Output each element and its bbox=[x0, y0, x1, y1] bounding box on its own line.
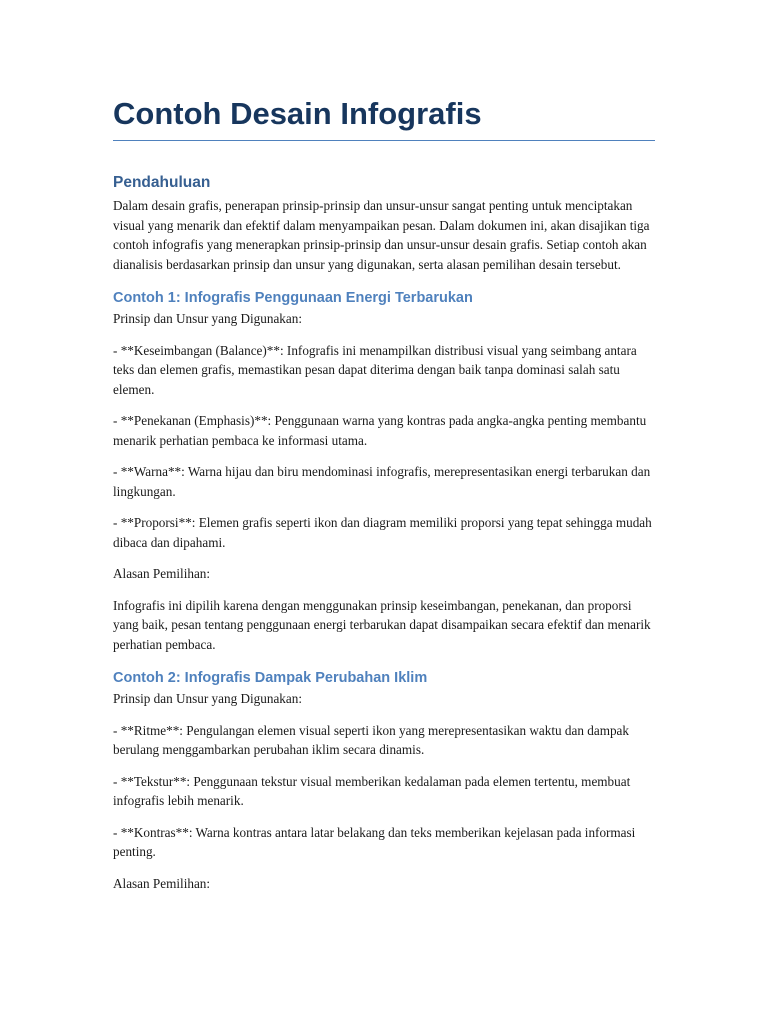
example1-item: - **Keseimbangan (Balance)**: Infografis ini menampilkan distribusi visual yang seimbang antara teks dan elemen grafis, memastikan pesan dapat diterima dengan baik tanpa dominasi salah satu elemen. bbox=[113, 342, 637, 397]
example2-heading: Contoh 2: Infografis Dampak Perubahan Iklim bbox=[113, 670, 428, 686]
example1-heading: Contoh 1: Infografis Penggunaan Energi Terbarukan bbox=[113, 290, 473, 306]
example2-item: - **Kontras**: Warna kontras antara latar belakang dan teks memberikan kejelasan pada informasi penting. bbox=[113, 824, 636, 859]
example1-reason: Infografis ini dipilih karena dengan menggunakan prinsip keseimbangan, penekanan, dan proporsi yang baik, pesan tentang penggunaan energi terbarukan dapat disampaikan secara efektif dan menarik perhatian pembaca. bbox=[113, 597, 651, 652]
example1-subheading: Prinsip dan Unsur yang Digunakan: bbox=[113, 311, 302, 326]
example2-reason-label: Alasan Pemilihan: bbox=[113, 875, 211, 891]
example1-item: - **Warna**: Warna hijau dan biru mendominasi infografis, merepresentasikan energi terbarukan dan lingkungan. bbox=[113, 464, 651, 499]
document-title: Contoh Desain Infografis bbox=[113, 94, 655, 141]
intro-heading: Pendahuluan bbox=[113, 174, 211, 191]
example1-item: - **Proporsi**: Elemen grafis seperti ikon dan diagram memiliki proporsi yang tepat sehingga mudah dibaca dan dipahami. bbox=[113, 515, 652, 550]
example2-subheading: Prinsip dan Unsur yang Digunakan: bbox=[113, 691, 302, 706]
document-content bbox=[113, 94, 655, 905]
example2-item: - **Tekstur**: Penggunaan tekstur visual memberikan kedalaman pada elemen tertentu, membuat infografis lebih menarik. bbox=[113, 773, 631, 808]
example2-item: - **Ritme**: Pengulangan elemen visual seperti ikon yang merepresentasikan waktu dan dampak berulang menggambarkan perubahan iklim secara dinamis. bbox=[113, 722, 629, 757]
example1-reason-label: Alasan Pemilihan: bbox=[113, 566, 211, 581]
example1-item: - **Penekanan (Emphasis)**: Penggunaan warna yang kontras pada angka-angka penting membantu menarik perhatian pembaca ke informasi utama. bbox=[113, 413, 647, 448]
intro-paragraph: Dalam desain grafis, penerapan prinsip-prinsip dan unsur-unsur sangat penting untuk menciptakan visual yang menarik dan efektif dalam menyampaikan pesan. Dalam dokumen ini, akan disajikan tiga contoh infografis yang menerapkan prinsip-prinsip dan unsur-unsur desain grafis. Setiap contoh akan dianalisis berdasarkan prinsip dan unsur yang digunakan, serta alasan pemilihan desain tersebut. bbox=[113, 198, 650, 272]
